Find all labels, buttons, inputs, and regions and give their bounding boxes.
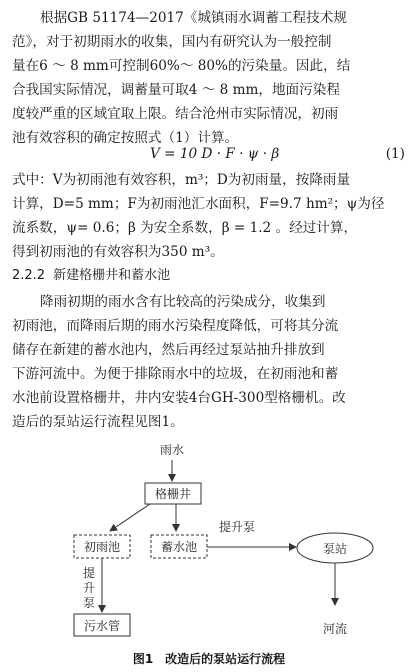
equation: V = 10 D · F · ψ · β	[150, 146, 280, 162]
lift-pump-label-vertical-3: 泵	[82, 596, 96, 610]
to-initial-tank-arrow	[110, 504, 150, 531]
screen-well-label: 格栅井	[154, 487, 192, 501]
text-line: 合我国实际情况，调蓄量可取4 ～ 8 mm，地面污染程	[12, 82, 340, 98]
text-line: 量在6 ～ 8 mm可控制60%～ 80%的污染量。因此，结	[12, 58, 351, 74]
text-line: 储存在新建的蓄水池内，然后再经过泵站抽升排放到	[12, 342, 325, 358]
text-line: 得到初雨池的有效容积为350 m³。	[12, 244, 224, 260]
lift-pump-label-horizontal: 提升泵	[218, 520, 256, 534]
text-line: 水池前设置格栅井，井内安装4台GH-300型格栅机。改	[12, 390, 346, 406]
equation-number: (1)	[385, 146, 405, 162]
rain-label: 雨水	[159, 443, 185, 457]
text-line: 根据GB 51174—2017《城镇雨水调蓄工程技术规	[40, 10, 347, 26]
text-line: 造后的泵站运行流程见图1。	[12, 414, 184, 430]
section-number: 2.2.2	[12, 268, 46, 283]
text-line: 下游河流中。为便于排除雨水中的垃圾，在初雨池和蓄	[12, 366, 339, 382]
text-line: 范》，对于初期雨水的收集，国内有研究认为一般控制	[12, 34, 332, 50]
section-title: 新建格栅井和蓄水池	[53, 268, 171, 283]
text-line: 池有效容积的确定按照式（1）计算。	[12, 130, 239, 146]
initial-tank-label: 初雨池	[83, 540, 121, 554]
text-line: 流系数，ψ= 0.6；β 为安全系数，β = 1.2 。经过计算，	[12, 220, 358, 236]
text-line: 式中：V为初雨池有效容积，m³；D为初雨量，按降雨量	[12, 172, 351, 188]
text-line: 度较严重的区域宜取上限。结合沧州市实际情况，初雨	[12, 106, 339, 122]
text-line: 初雨池，而降雨后期的雨水污染程度降低，可将其分流	[12, 318, 339, 334]
text-line: 计算，D=5 mm；F为初雨池汇水面积，F=9.7 hm²；ψ为径	[12, 196, 385, 212]
lift-pump-label-vertical-1: 提	[82, 566, 96, 580]
sewer-label: 污水管	[83, 619, 121, 633]
river-label: 河流	[322, 622, 348, 636]
pump-station-label: 泵站	[322, 542, 348, 556]
figure-caption: 图1 改造后的泵站运行流程	[132, 652, 286, 666]
lift-pump-label-vertical-2: 升	[82, 581, 96, 595]
storage-tank-label: 蓄水池	[160, 540, 198, 554]
text-line: 降雨初期的雨水含有比较高的污染成分，收集到	[40, 294, 326, 310]
